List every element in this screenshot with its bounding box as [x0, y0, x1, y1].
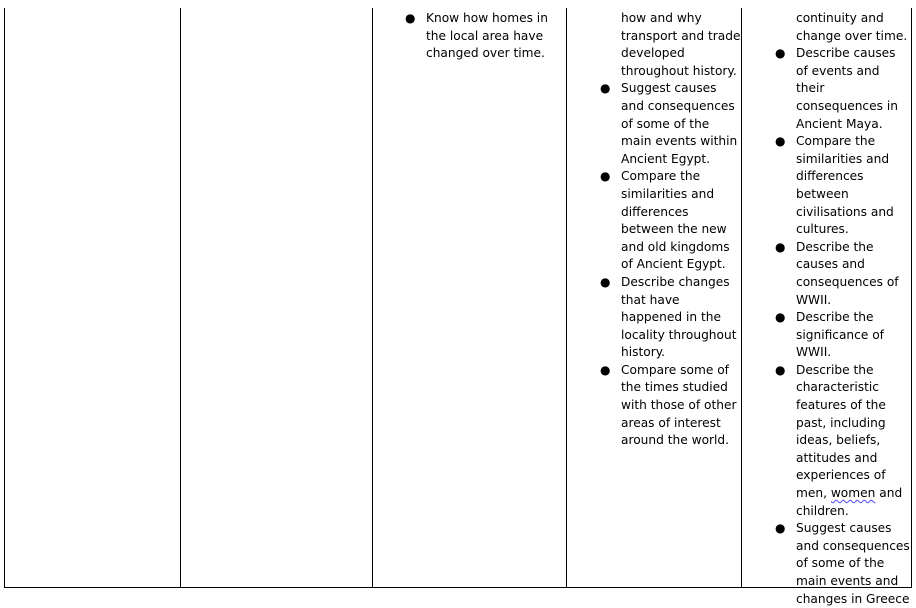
- list-item: ● Know how homes in the local area have changed over time.: [405, 11, 548, 61]
- bullet-icon: ●: [600, 274, 611, 289]
- bullet-icon: ●: [775, 521, 786, 536]
- list-item: ● Describe the characteristic features of the past, including ideas, beliefs, attitudes and experiences of men, women and children.: [775, 362, 903, 518]
- column-divider: [741, 8, 742, 587]
- bullet-icon: ●: [600, 169, 611, 184]
- spellcheck-underline: women: [830, 486, 876, 501]
- list-item: ● Compare some of the times studied with those of other areas of interest around the world.: [600, 362, 737, 448]
- cell-col3: [405, 10, 551, 63]
- list-item: ● Describe changes that have happened in the locality throughout history.: [600, 274, 737, 360]
- bullet-icon: ●: [775, 46, 786, 61]
- cell-col4: [600, 10, 741, 450]
- bullet-icon: ●: [600, 362, 611, 377]
- column-divider: [372, 8, 373, 587]
- bullet-icon: ●: [775, 310, 786, 325]
- bullet-icon: ●: [775, 362, 786, 377]
- list-item: ● Compare the similarities and differences between civilisations and cultures.: [775, 134, 894, 237]
- list-item-continuation: how and why transport and trade developed throughout history.: [621, 11, 741, 78]
- column-divider: [566, 8, 567, 587]
- column-divider: [180, 8, 181, 587]
- list-item: ● Describe the significance of WWII.: [775, 310, 884, 360]
- bullet-icon: ●: [405, 11, 416, 25]
- list-item: ● Describe the causes and consequences of WWII.: [775, 239, 899, 307]
- bullet-icon: ●: [600, 81, 611, 96]
- cell-col5: [775, 10, 911, 608]
- list-item: ● Suggest causes and consequences of some of the main events and changes in Greece: [775, 521, 910, 606]
- bullet-icon: ●: [775, 239, 786, 254]
- list-item-continuation: continuity and change over time.: [796, 11, 908, 43]
- bullet-icon: ●: [775, 134, 786, 149]
- list-item: ● Compare the similarities and differences between the new and old kingdoms of Ancient Egypt.: [600, 169, 730, 272]
- curriculum-table: [4, 8, 912, 606]
- list-item: ● Suggest causes and consequences of some of the main events within Ancient Egypt.: [600, 81, 738, 166]
- list-item: ● Describe causes of events and their consequences in Ancient Maya.: [775, 46, 898, 131]
